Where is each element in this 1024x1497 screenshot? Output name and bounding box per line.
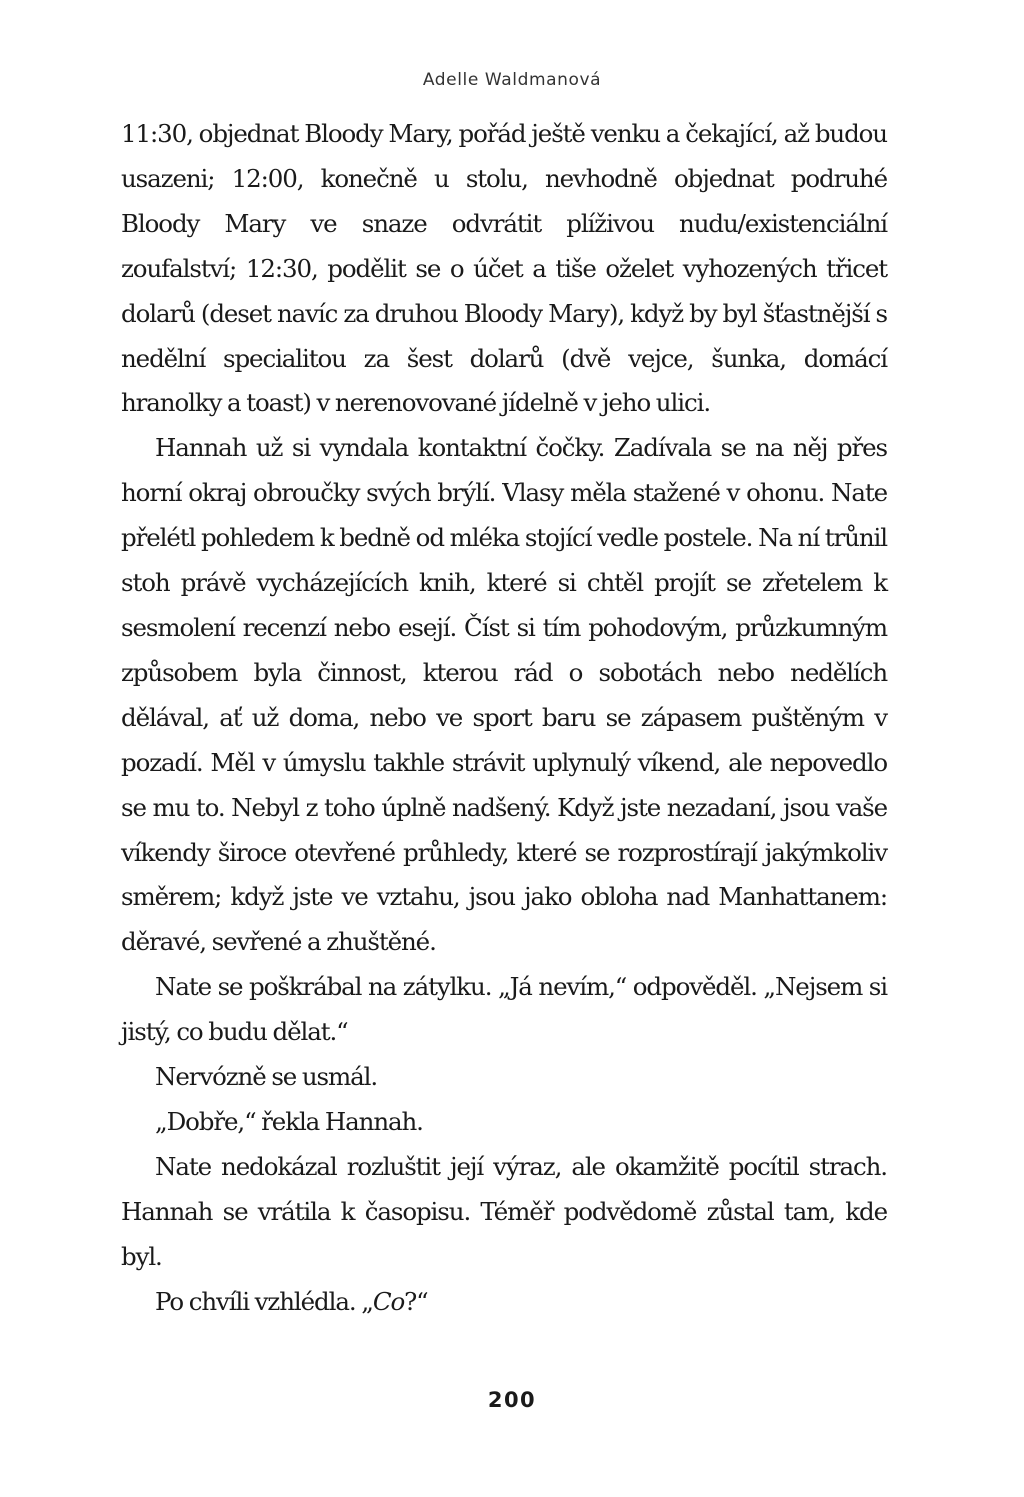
page-number: 200: [487, 1388, 537, 1412]
dialogue-italic: Co: [372, 1286, 405, 1316]
paragraph: Nate se poškrábal na zátylku. „Já nevím,“ odpověděl. „Nejsem si jistý, co budu dělat.“: [121, 972, 887, 1047]
paragraph: Nate nedokázal rozluštit její výraz, ale okamžitě pocítil strach. Hannah se vrátila k časopisu. Téměř podvědomě zůstal tam, kde byl.: [121, 1151, 887, 1271]
paragraph: Hannah už si vyndala kontaktní čočky. Zadívala se na něj přes horní okraj obroučky svých brýlí. Vlasy měla stažené v ohonu. Nate přelétl pohledem k bedně od mléka stojící vedle postele. Na ní trůnil stoh právě vycházejících knih, které si chtěl projít se zřetelem k sesmolení recenzí nebo esejí. Číst si tím pohodovým, průzkumným způsobem byla činnost, kterou rád o sobotách nebo nedělích dělával, ať už doma, nebo ve sport baru se zápasem puštěným v pozadí. Měl v úmyslu takhle strávit uplynulý víkend, ale nepovedlo se mu to. Nebyl z toho úplně nadšený. Když jste nezadaní, jsou vaše víkendy široce otevřené průhledy, které se rozprostírají jakýmkoliv směrem; když jste ve vztahu, jsou jako obloha nad Manhattanem: děravé, sevřené a zhuštěné.: [121, 433, 887, 957]
dialogue-tail: ?“: [404, 1286, 428, 1316]
running-header-author: Adelle Waldmanová: [422, 70, 602, 90]
paragraph: „Dobře,“ řekla Hannah.: [155, 1106, 423, 1136]
paragraph-last: [121, 1280, 887, 1325]
body-text: [121, 112, 887, 1324]
paragraph: Nervózně se usmál.: [155, 1062, 378, 1092]
paragraph: 11:30, objednat Bloody Mary, pořád ještě venku a čekající, až budou usazeni; 12:00, konečně u stolu, nevhodně objednat podruhé Bloody Mary ve snaze odvrátit plíživou nudu/existenciální zoufalství; 12:30, podělit se o účet a tiše oželet vyhozených třicet dolarů (deset navíc za druhou Bloody Mary), když by byl šťastnější s nedělní specialitou za šest dolarů (dvě vejce, šunka, domácí hranolky a toast) v nerenovované jídelně v jeho ulici.: [121, 119, 887, 418]
dialogue-lead: Po chvíli vzhlédla. „: [155, 1286, 373, 1316]
